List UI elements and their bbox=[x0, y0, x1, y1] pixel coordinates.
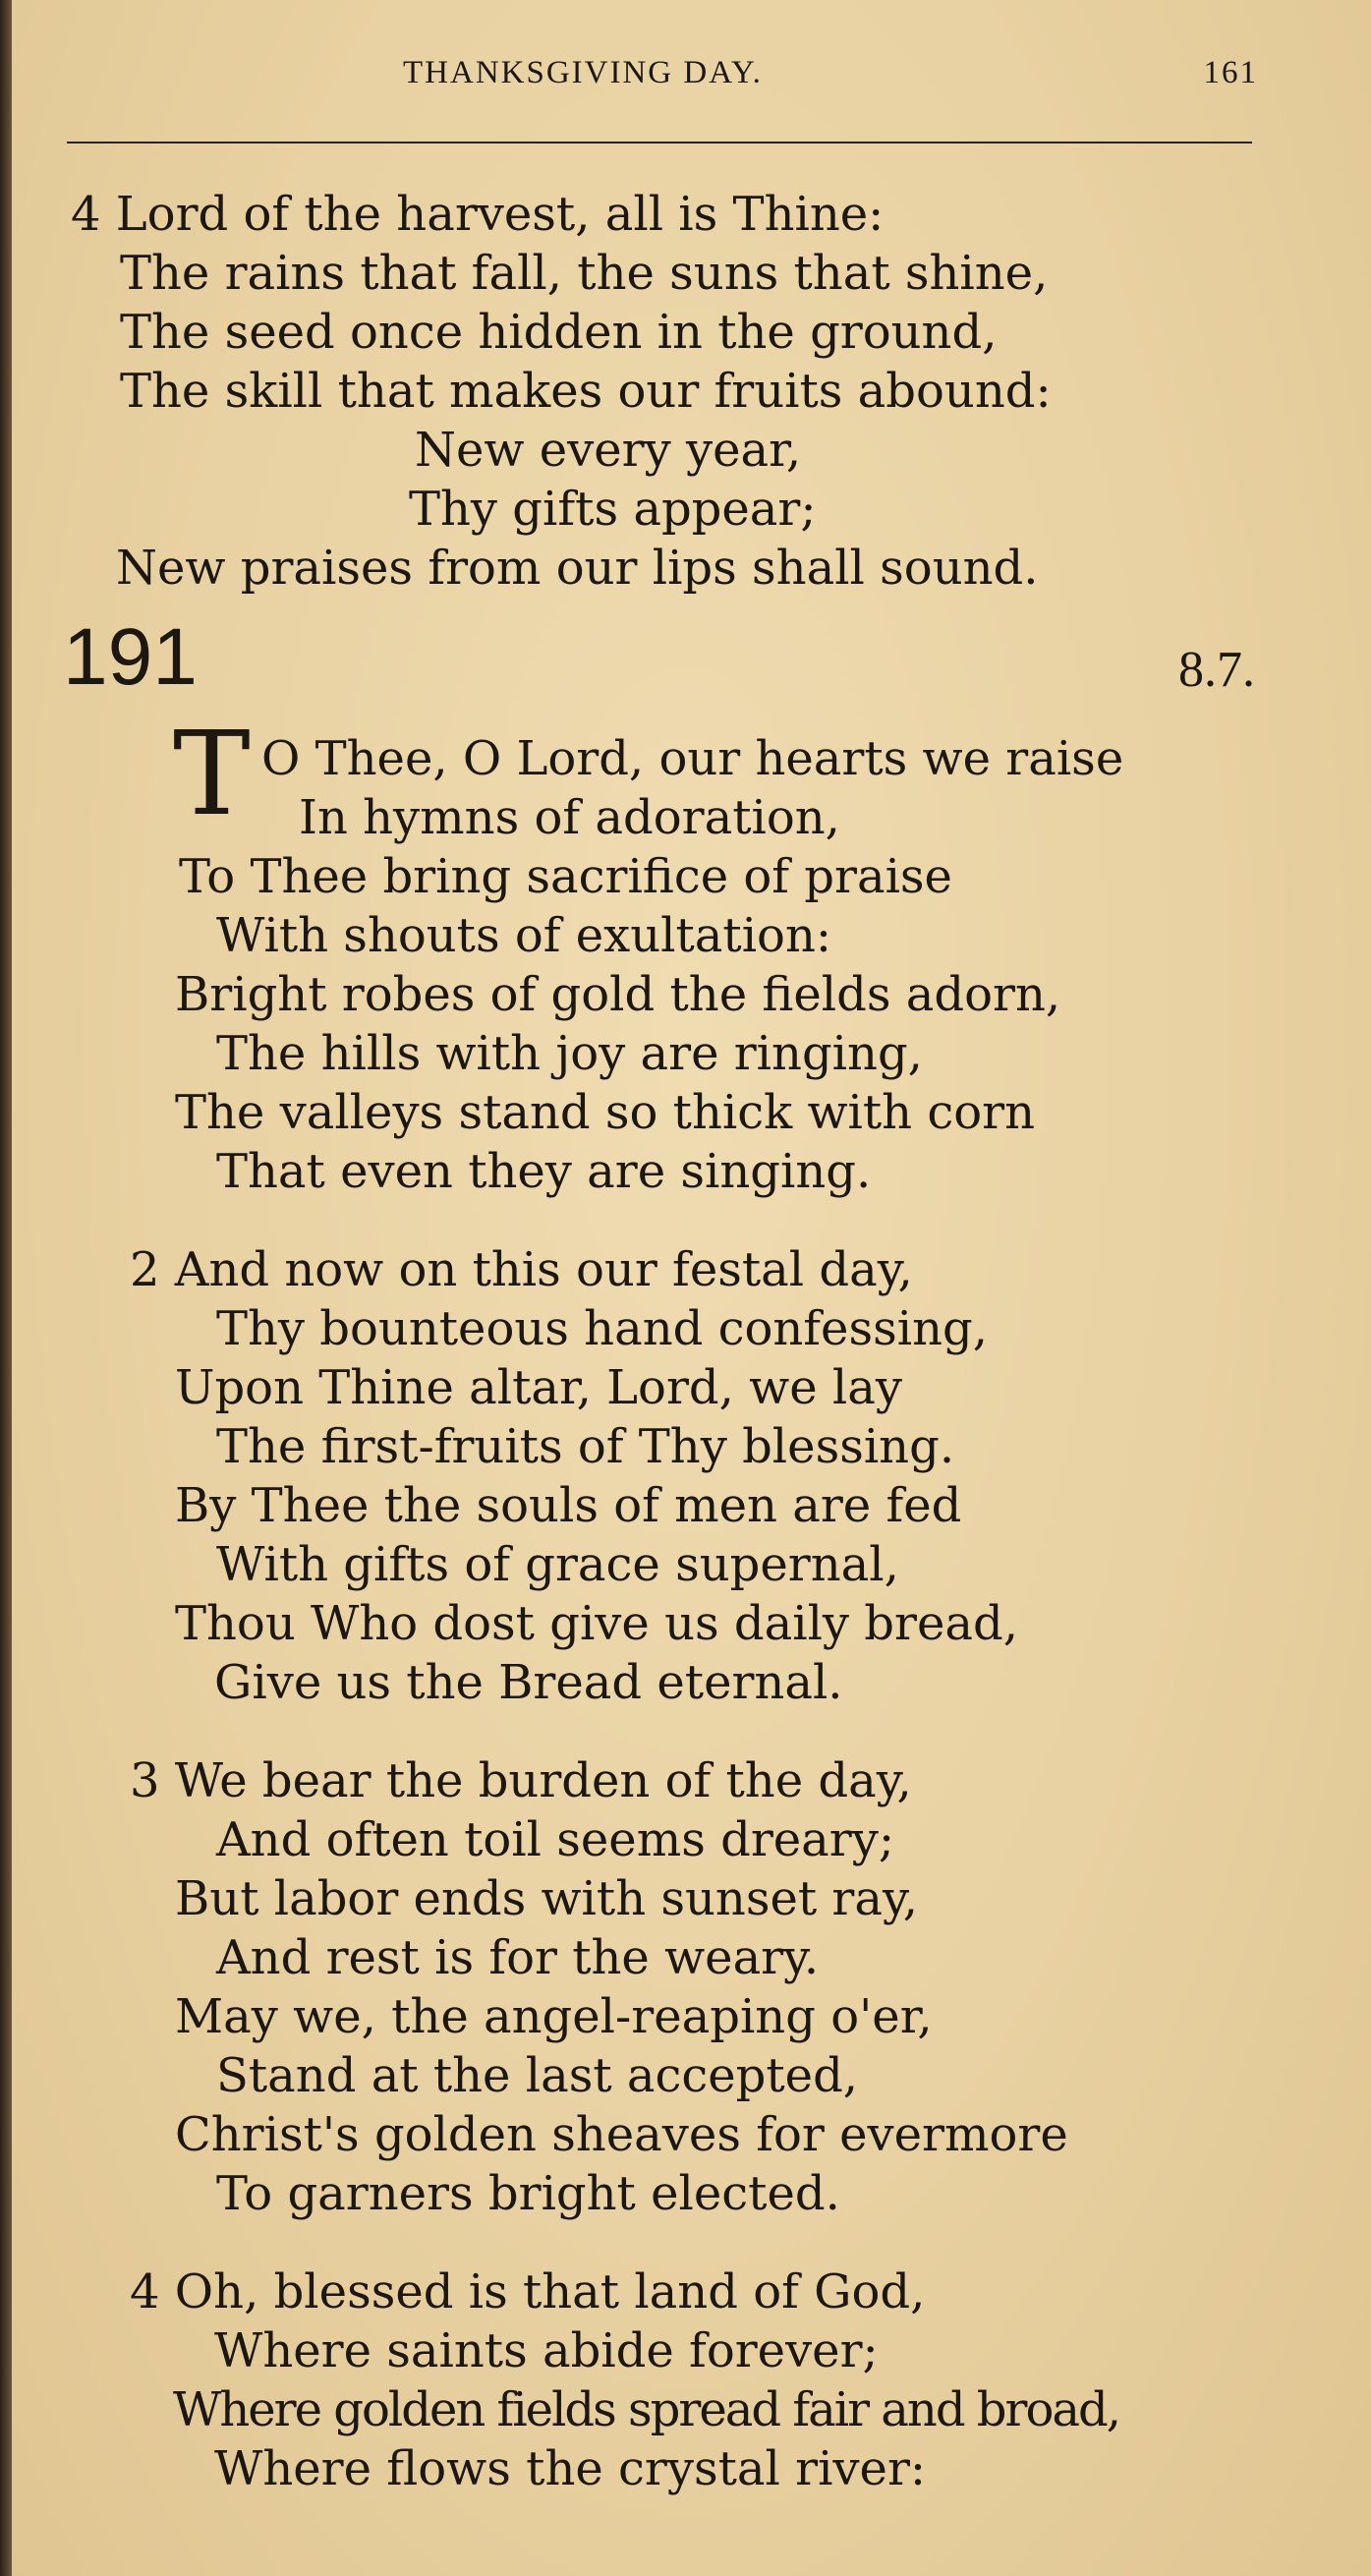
verse-line: Thou Who dost give us daily bread, bbox=[175, 1596, 1018, 1651]
hymn-meter: 8.7. bbox=[1178, 642, 1255, 698]
verse-line: The rains that fall, the suns that shine, bbox=[120, 246, 1049, 301]
verse-line: Thy bounteous hand confessing, bbox=[216, 1301, 988, 1356]
verse-line: O Thee, O Lord, our hearts we raise bbox=[261, 731, 1124, 786]
verse-line: Where saints abide forever; bbox=[214, 2323, 879, 2378]
verse-line: The seed once hidden in the ground, bbox=[120, 305, 998, 360]
verse-line: 4 Oh, blessed is that land of God, bbox=[130, 2264, 926, 2319]
verse-line: 2 And now on this our festal day, bbox=[130, 1242, 913, 1297]
verse-line: The hills with joy are ringing, bbox=[216, 1026, 923, 1081]
page-number: 161 bbox=[1203, 55, 1258, 90]
verse-line: And often toil seems dreary; bbox=[216, 1812, 895, 1867]
running-title: THANKSGIVING DAY. bbox=[403, 55, 763, 90]
verse-line: In hymns of adoration, bbox=[299, 790, 840, 845]
hymn-number: 191 bbox=[63, 612, 198, 702]
verse-line: The skill that makes our fruits abound: bbox=[120, 364, 1052, 419]
verse-line: May we, the angel-reaping o'er, bbox=[175, 1989, 933, 2044]
verse-line: With shouts of exultation: bbox=[216, 908, 832, 963]
verse-line: By Thee the souls of men are fed bbox=[175, 1478, 962, 1533]
book-spine-edge bbox=[0, 0, 12, 2576]
verse-line: Upon Thine altar, Lord, we lay bbox=[175, 1360, 902, 1415]
verse-line: Where golden fields spread fair and broad, bbox=[173, 2382, 1119, 2437]
verse-line: The first-fruits of Thy blessing. bbox=[216, 1419, 955, 1474]
verse-line: And rest is for the weary. bbox=[216, 1930, 820, 1985]
verse-line: To garners bright elected. bbox=[216, 2166, 840, 2221]
verse-line: The valleys stand so thick with corn bbox=[175, 1085, 1035, 1140]
verse-line: Where flows the crystal river: bbox=[214, 2441, 927, 2496]
verse-line: New praises from our lips shall sound. bbox=[116, 541, 1039, 596]
verse-line: 3 We bear the burden of the day, bbox=[130, 1753, 912, 1808]
verse-line: Christ's golden sheaves for evermore bbox=[175, 2107, 1068, 2162]
verse-line: Stand at the last accepted, bbox=[216, 2048, 859, 2103]
verse-line: 4 Lord of the harvest, all is Thine: bbox=[71, 187, 885, 242]
header-rule bbox=[67, 142, 1252, 143]
verse-line: To Thee bring sacrifice of praise bbox=[179, 849, 952, 904]
verse-line: Thy gifts appear; bbox=[409, 482, 817, 537]
verse-line: Bright robes of gold the fields adorn, bbox=[175, 967, 1061, 1022]
verse-line: With gifts of grace supernal, bbox=[216, 1537, 899, 1592]
page-header bbox=[59, 51, 1258, 100]
verse-line: New every year, bbox=[415, 423, 802, 478]
drop-cap: T bbox=[173, 706, 251, 841]
verse-line: But labor ends with sunset ray, bbox=[175, 1871, 918, 1926]
verse-line: Give us the Bread eternal. bbox=[214, 1655, 843, 1710]
verse-line: That even they are singing. bbox=[216, 1144, 872, 1199]
